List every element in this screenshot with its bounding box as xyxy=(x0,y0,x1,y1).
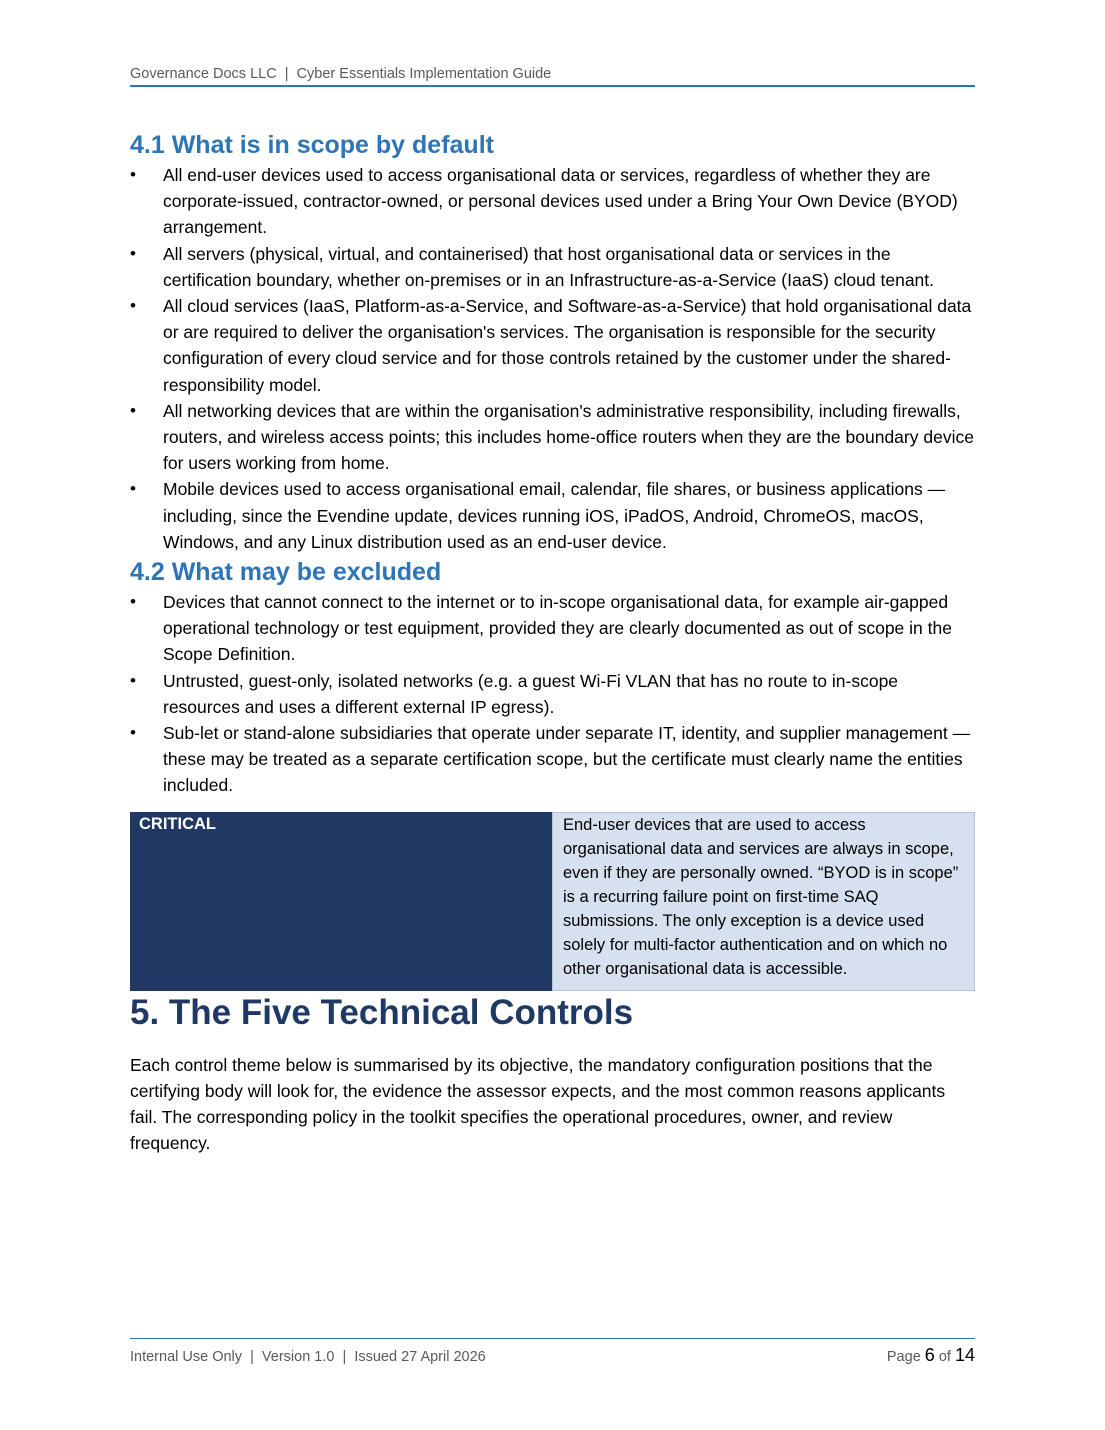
bullet-icon: • xyxy=(130,296,136,316)
list-item xyxy=(130,476,975,555)
bullet-icon: • xyxy=(130,479,136,499)
page-content xyxy=(130,128,975,1156)
page-footer xyxy=(130,1338,975,1367)
list-item-text: Sub-let or stand-alone subsidiaries that operate under separate IT, identity, and supplier management — these may be treated as a separate certification scope, but the certificate must clearly name the entities included. xyxy=(163,723,971,796)
page-number xyxy=(887,1345,975,1367)
list-item xyxy=(130,720,975,799)
section-5-intro: Each control theme below is summarised by its objective, the mandatory configuration positions that the certifying body will look for, the evidence the assessor expects, and the most common reasons applicants fail. The corresponding policy in the toolkit specifies the operational procedures, owner, and review frequency. xyxy=(130,1054,946,1154)
list-item-text: All networking devices that are within the organisation's administrative responsibility, including firewalls, routers, and wireless access points; this includes home-office routers when they are the boundary device for users working from home. xyxy=(163,400,974,474)
list-item-text: All servers (physical, virtual, and containerised) that host organisational data or services in the certification boundary, whether on-premises or in an Infrastructure-as-a-Service (IaaS) cloud tenant. xyxy=(163,243,935,290)
bullet-icon: • xyxy=(130,670,136,690)
list-item-text: All cloud services (IaaS, Platform-as-a-Service, and Software-as-a-Service) that hold organisational data or are required to deliver the organisation's services. The organisation is responsible for the security configuration of every cloud service and for those controls retained by the customer under the shared-responsibility model. xyxy=(163,296,972,395)
callout-label: CRITICAL xyxy=(130,812,552,991)
header-text: Governance Docs LLC | Cyber Essentials Implementation Guide xyxy=(130,66,552,82)
list-item-text: All end-user devices used to access organisational data or services, regardless of whether they are corporate-issued, contractor-owned, or personal devices used under a Bring Your Own Device (BYOD) arrangement. xyxy=(163,165,958,238)
bullet-icon: • xyxy=(130,400,136,420)
excluded-list xyxy=(130,589,975,799)
section-heading-4-1: 4.1 What is in scope by default xyxy=(130,131,494,159)
list-item-text: Devices that cannot connect to the internet or to in-scope organisational data, for example air-gapped operational technology or test equipment, provided they are clearly documented as out of scope in the Scope Definition. xyxy=(163,592,952,665)
page-header xyxy=(130,64,975,87)
section-heading-4-2: 4.2 What may be excluded xyxy=(130,558,442,587)
list-item xyxy=(130,589,975,668)
list-item xyxy=(130,398,975,477)
page-word: Page xyxy=(886,1349,921,1365)
list-item-text: Mobile devices used to access organisational email, calendar, file shares, or business applications — including, since the Evendine update, devices running iOS, iPadOS, Android, ChromeOS, macOS, Windows, and any Linux distribution used as an end-user device. xyxy=(163,479,946,552)
list-item xyxy=(130,241,975,293)
in-scope-list xyxy=(130,162,975,555)
bullet-icon: • xyxy=(130,243,136,263)
bullet-icon: • xyxy=(130,592,136,612)
footer-text: Internal Use Only | Version 1.0 | Issued 27 April 2026 xyxy=(130,1349,486,1365)
critical-callout xyxy=(130,812,975,991)
callout-text: End-user devices that are used to access organisational data and services are always in scope, even if they are personally owned. “BYOD is in scope” is a recurring failure point on first-time SAQ submissions. The only exception is a device used solely for multi-factor authentication and on which no other organisational data is accessible. xyxy=(552,812,975,991)
list-item xyxy=(130,293,975,398)
list-item xyxy=(130,162,975,241)
page-current: 6 xyxy=(924,1345,935,1365)
bullet-icon: • xyxy=(130,165,136,184)
section-heading-5: 5. The Five Technical Controls xyxy=(130,992,634,1032)
list-item-text: Untrusted, guest-only, isolated networks (e.g. a guest Wi-Fi VLAN that has no route to in-scope resources and uses a different external IP egress). xyxy=(163,670,899,717)
bullet-icon: • xyxy=(130,723,136,743)
list-item xyxy=(130,668,975,720)
page-total: 14 xyxy=(954,1345,975,1365)
page-of: of xyxy=(938,1349,951,1365)
